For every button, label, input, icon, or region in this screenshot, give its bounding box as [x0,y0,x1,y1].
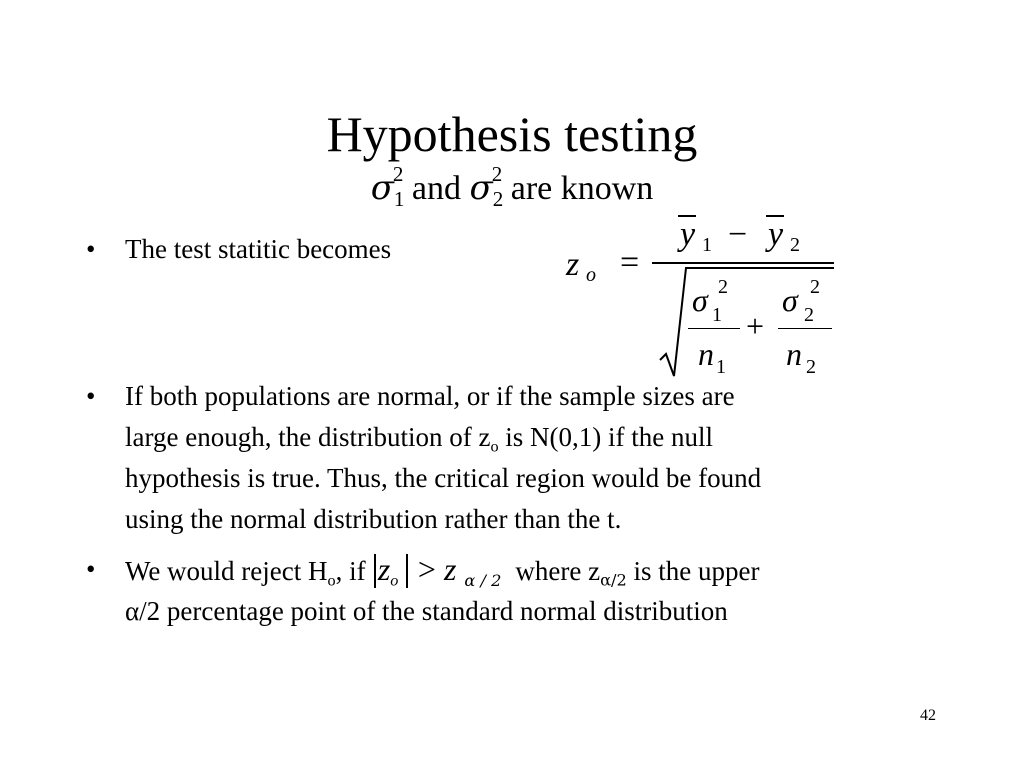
bullet-2-line-1: If both populations are normal, or if the sample sizes are [125,381,735,411]
subtitle-sup2: 2 [491,162,503,187]
formula-sigma1: σ [692,282,708,318]
formula-y1: y [680,216,696,253]
bullet-3-line-1a: We would reject H [125,556,328,586]
bullet-3-line-2: α/2 percentage point of the standard normal distribution [125,596,728,626]
bullet-2-line-2 [125,417,713,458]
bullet-2-line-3: hypothesis is true. Thus, the critical region would be found [125,463,762,493]
formula-z-sub: o [586,264,596,286]
slide-title: Hypothesis testing [326,106,698,162]
formula-sigma2: σ [782,282,798,318]
subtitle-sub1: 1 [393,187,405,212]
formula-y2-sub: 2 [790,234,800,256]
bullet-3-line-1 [125,549,760,592]
abs-bar-right [406,554,408,588]
formula-sigma2-sup: 2 [810,276,820,298]
formula-sigma2-sub: 2 [804,304,814,326]
abs-z: z [377,551,391,587]
bullet-2-line-4: using the normal distribution rather than the t. [125,504,622,534]
formula-plus: + [746,308,765,344]
greater-than: > [409,551,444,587]
bullet-1-text: The test statitic becomes [125,234,392,264]
bullet-3-line-1b: , if [335,556,373,586]
h-sub-o: o [327,571,336,590]
formula-minus: − [728,216,748,253]
subtitle-sup1: 2 [392,162,404,187]
formula-y2: y [768,216,784,253]
sub-fraction-bar-1 [688,328,740,329]
formula-sigma1-sub: 1 [712,304,722,326]
bullet-2-line-2a: large enough, the distribution of z [125,422,491,452]
sub-fraction-bar-2 [778,328,832,329]
subtitle-sub2: 2 [492,187,504,212]
subtitle-suffix: are known [502,170,654,207]
bullet-marker: • [86,381,96,411]
formula-n1: n [698,336,714,372]
formula-y1-sub: 1 [702,234,712,256]
test-statistic-formula [560,212,850,382]
formula-sigma1-sup: 2 [718,276,728,298]
formula-z: z [566,246,580,283]
crit-z: z [443,551,457,587]
bullet-marker: • [86,234,96,264]
abs-z-sub: o [390,571,399,590]
subtitle-and: and [403,170,470,207]
slide-subtitle [0,162,1024,214]
formula-n1-sub: 1 [716,356,726,378]
bullet-3-line-1c: where z [515,556,601,586]
formula-n2: n [786,336,802,372]
z-sub-o: o [490,437,499,456]
crit-z-sub: α / 2 [464,570,502,590]
z-sub-alpha: α/2 [600,570,627,590]
bullet-marker: • [86,554,96,584]
page-number: 42 [920,707,936,724]
bullet-3-line-1d: is the upper [626,556,760,586]
formula-equals: = [620,244,640,281]
abs-bar-left [374,554,376,588]
formula-n2-sub: 2 [806,356,816,378]
sigma-symbol: σ [469,168,493,208]
sigma-symbol: σ [370,168,394,208]
bullet-2-line-2b: is N(0,1) if the null [498,422,714,452]
